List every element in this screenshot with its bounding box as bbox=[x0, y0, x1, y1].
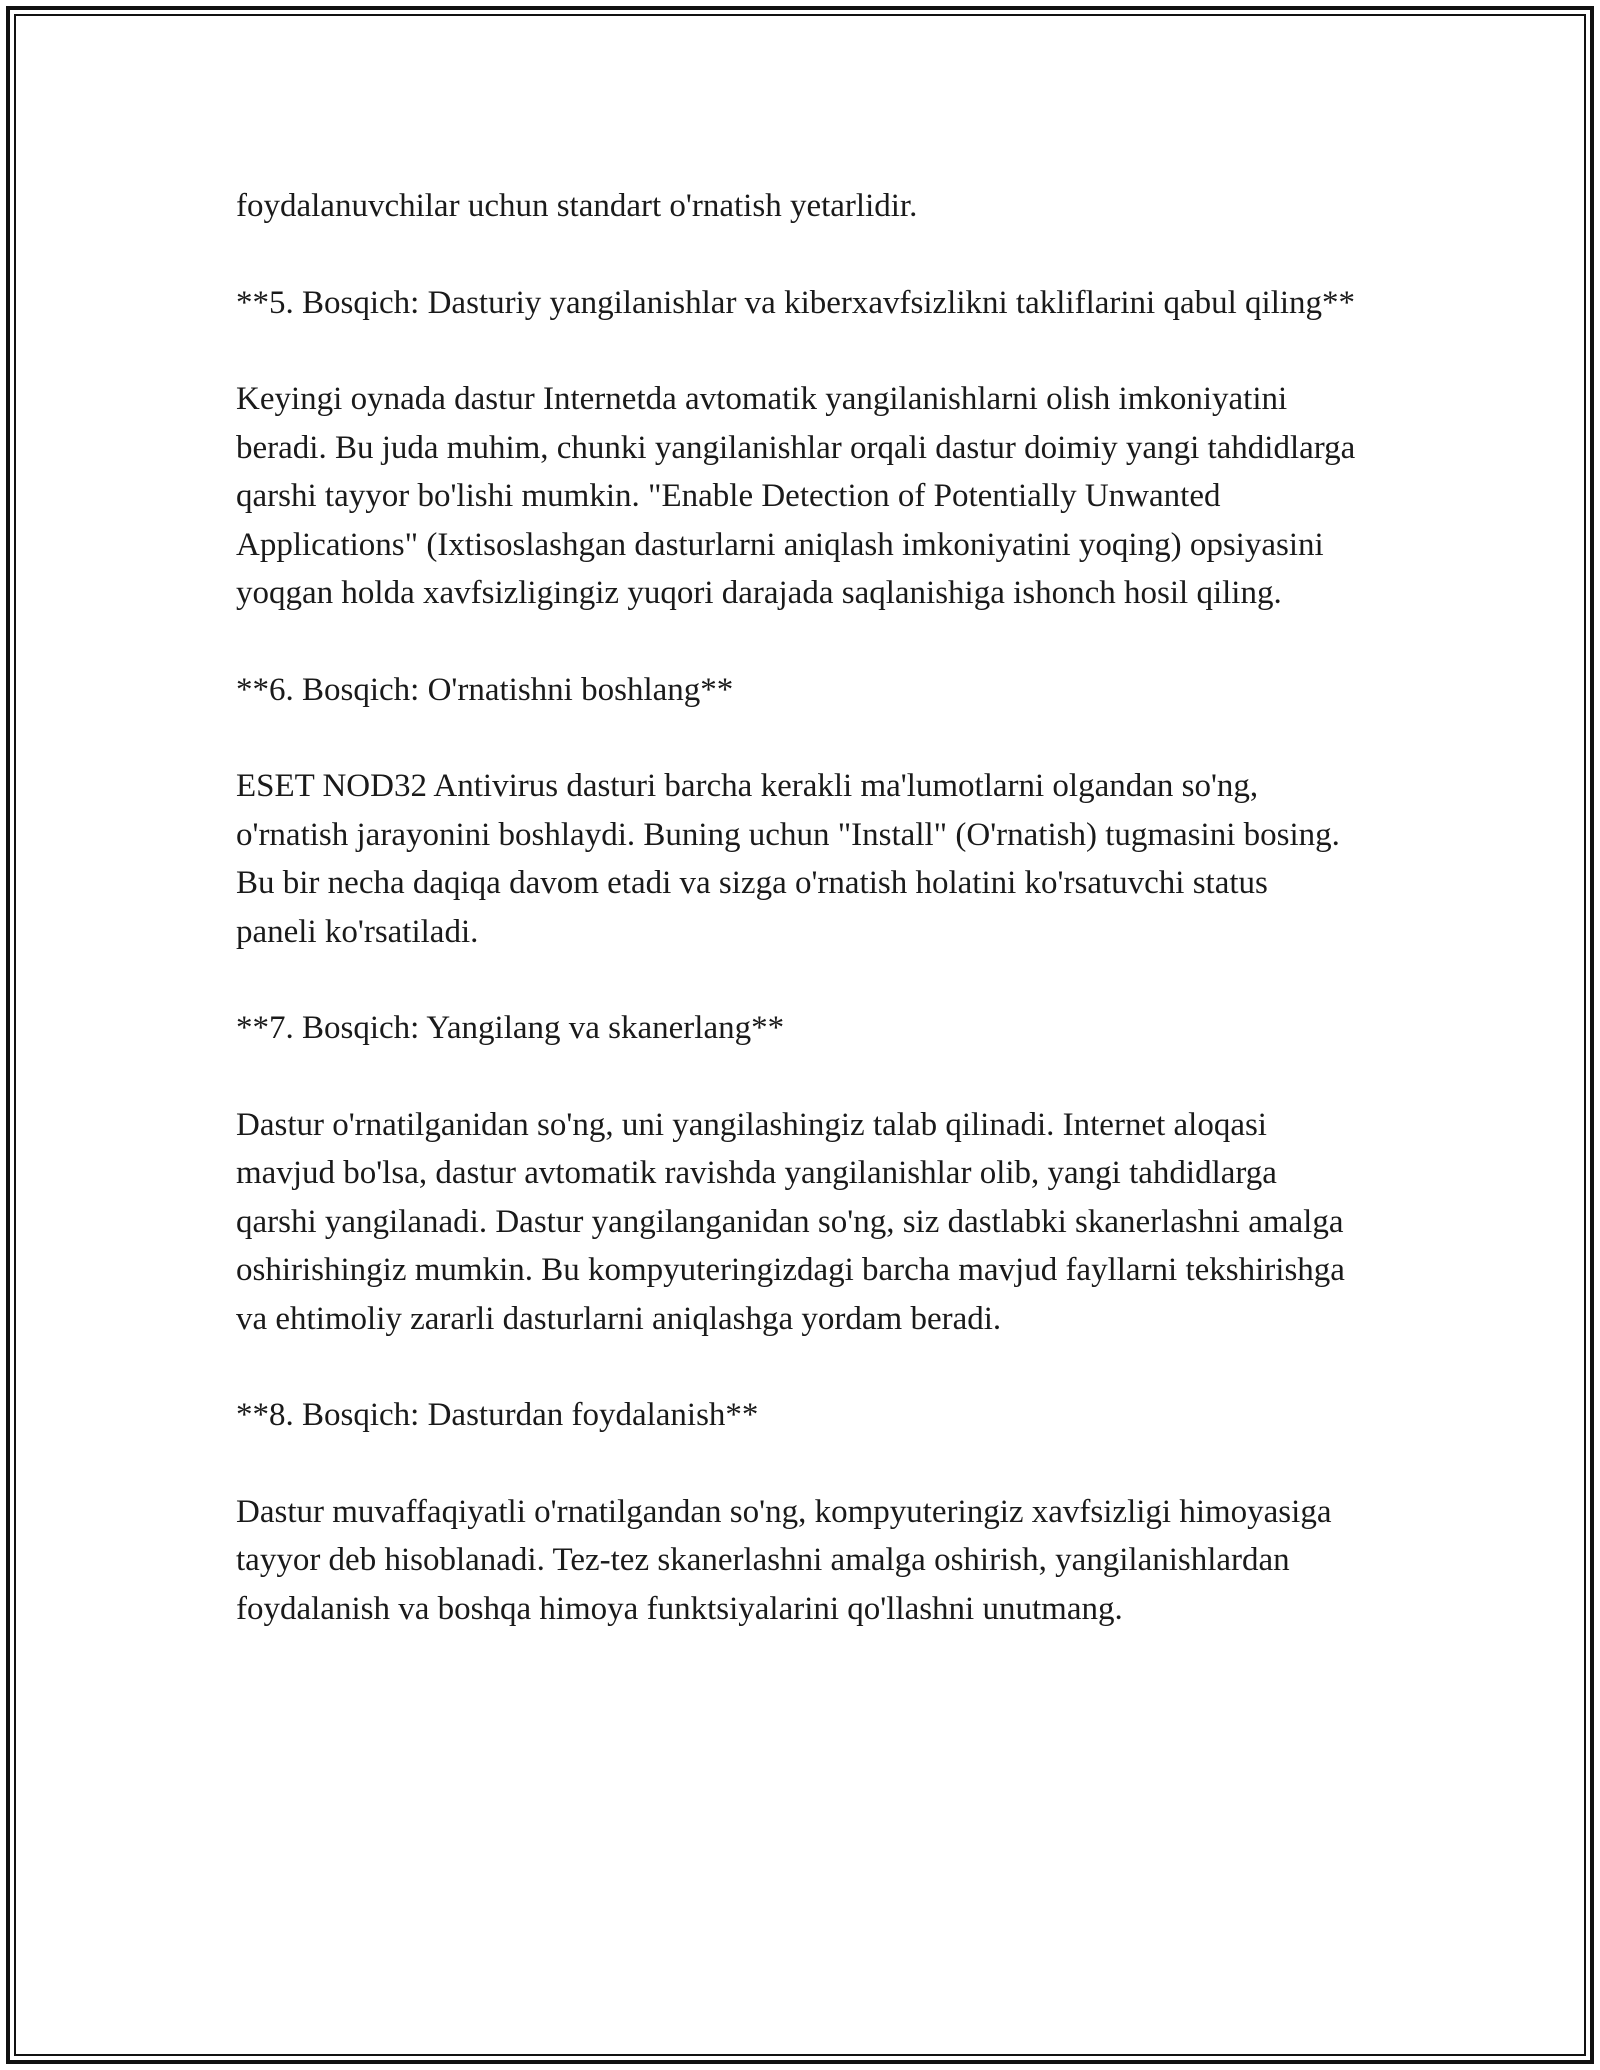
document-body bbox=[236, 182, 1356, 1681]
step-8-heading: **8. Bosqich: Dasturdan foydalanish** bbox=[236, 1397, 759, 1433]
step-7-heading: **7. Bosqich: Yangilang va skanerlang** bbox=[236, 1010, 785, 1046]
paragraph-continuation: foydalanuvchilar uchun standart o'rnatish yetarlidir. bbox=[236, 188, 918, 224]
step-7-paragraph: Dastur o'rnatilganidan so'ng, uni yangilashingiz talab qilinadi. Internet aloqasi mavjud bo'lsa, dastur avtomatik ravishda yangilanishlar olib, yangi tahdidlarga qarshi yangilanadi. Dastur yangilanganidan so'ng, siz dastlabki skanerlashni amalga oshirishingiz mumkin. Bu kompyuteringizdagi barcha mavjud fayllarni tekshirishga va ehtimoliy zararli dasturlarni aniqlashga yordam beradi. bbox=[236, 1106, 1345, 1337]
step-8-paragraph: Dastur muvaffaqiyatli o'rnatilgandan so'ng, kompyuteringiz xavfsizligi himoyasiga tayyor deb hisoblanadi. Tez-tez skanerlashni amalga oshirish, yangilanishlardan foydalanish va boshqa himoya funktsiyalarini qo'llashni unutmang. bbox=[236, 1493, 1332, 1627]
step-6-paragraph: ESET NOD32 Antivirus dasturi barcha kerakli ma'lumotlarni olgandan so'ng, o'rnatish jarayonini boshlaydi. Buning uchun "Install" (O'rnatish) tugmasini bosing. Bu bir necha daqiqa davom etadi va sizga o'rnatish holatini ko'rsatuvchi status paneli ko'rsatiladi. bbox=[236, 768, 1340, 950]
step-5-heading: **5. Bosqich: Dasturiy yangilanishlar va kiberxavfsizlikni takliflarini qabul qiling** bbox=[236, 284, 1356, 321]
step-5-paragraph: Keyingi oynada dastur Internetda avtomatik yangilanishlarni olish imkoniyatini beradi. Bu juda muhim, chunki yangilanishlar orqali dastur doimiy yangi tahdidlarga qarshi tayyor bo'lishi mumkin. "Enable Detection of Potentially Unwanted Applications" (Ixtisoslashgan dasturlarni aniqlash imkoniyatini yoqing) opsiyasini yoqgan holda xavfsizligingiz yuqori darajada saqlanishiga ishonch hosil qiling. bbox=[236, 381, 1356, 611]
step-6-heading: **6. Bosqich: O'rnatishni boshlang** bbox=[236, 671, 734, 708]
